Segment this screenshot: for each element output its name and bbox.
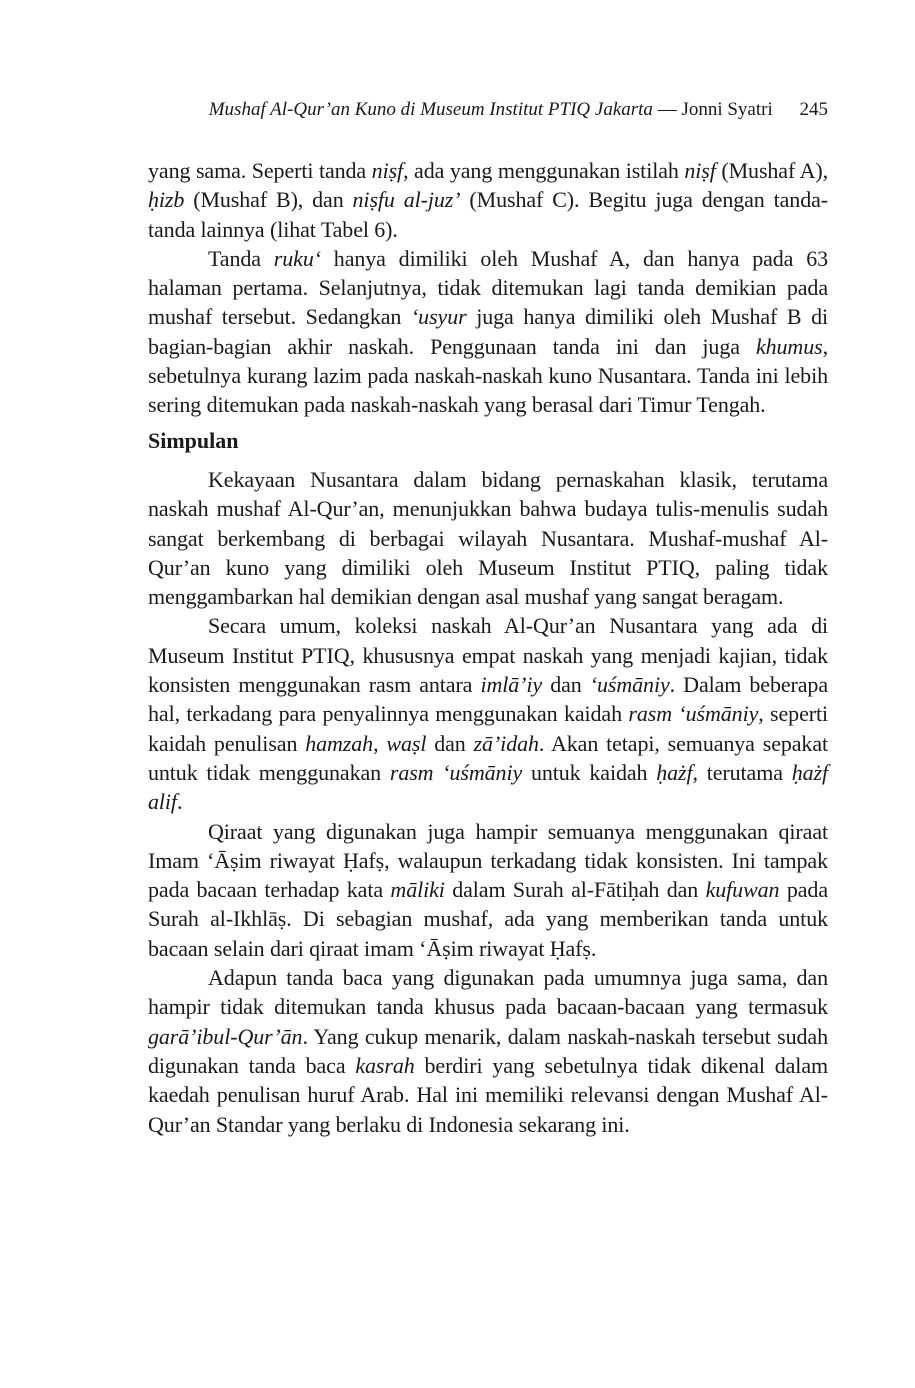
running-head: [148, 96, 828, 124]
body-text: [148, 156, 828, 1139]
paragraph-5: Qiraat yang digunakan juga hampir semuanya menggunakan qiraat Imam ‘Āṣim riwayat Ḥafṣ, walaupun terkadang tidak konsisten. Ini tampak pada bacaan terhadap kata māliki dalam Surah al-Fātiḥah dan kufuwan pada Surah al-Ikhlāṣ. Di sebagian mushaf, ada yang memberikan tanda untuk bacaan selain dari qiraat imam ‘Āṣim riwayat Ḥafṣ.: [148, 818, 828, 961]
paragraph-1: yang sama. Seperti tanda niṣf, ada yang menggunakan istilah niṣf (Mushaf A), ḥizb (Mushaf B), dan niṣfu al-juz’ (Mushaf C). Begitu juga dengan tanda-tanda lainnya (lihat Tabel 6).: [148, 158, 828, 242]
page-number: 245: [799, 99, 828, 120]
paragraph-2: Tanda ruku‘ hanya dimiliki oleh Mushaf A, dan hanya pada 63 halaman pertama. Selanjutnya, tidak ditemukan lagi tanda demikian pada mushaf tersebut. Sedangkan ‘usyur juga hanya dimiliki oleh Mushaf B di bagian-bagian akhir naskah. Penggunaan tanda ini dan juga khumus, sebetulnya kurang lazim pada naskah-naskah kuno Nusantara. Tanda ini lebih sering ditemukan pada naskah-naskah yang berasal dari Timur Tengah.: [148, 245, 828, 418]
running-head-title: Mushaf Al-Qur’an Kuno di Museum Institut PTIQ Jakarta: [208, 99, 653, 120]
paragraph-6: Adapun tanda baca yang digunakan pada umumnya juga sama, dan hampir tidak ditemukan tanda khusus pada bacaan-bacaan yang termasuk garā’ibul-Qur’ān. Yang cukup menarik, dalam naskah-naskah tersebut sudah digunakan tanda baca kasrah berdiri yang sebetulnya tidak dikenal dalam kaedah penulisan huruf Arab. Hal ini memiliki relevansi dengan Mushaf Al-Qur’an Standar yang berlaku di Indonesia sekarang ini.: [148, 965, 828, 1137]
section-heading: Simpulan: [148, 427, 239, 453]
paragraph-3: Kekayaan Nusantara dalam bidang pernaskahan klasik, terutama naskah mushaf Al-Qur’an, menunjukkan bahwa budaya tulis-menulis sudah sangat berkembang di berbagai wilayah Nusantara. Mushaf-mushaf Al-Qur’an kuno yang dimiliki oleh Museum Institut PTIQ, paling tidak menggambarkan hal demikian dengan asal mushaf yang sangat beragam.: [148, 466, 828, 610]
running-head-author: — Jonni Syatri: [657, 99, 773, 120]
paragraph-4: Secara umum, koleksi naskah Al-Qur’an Nusantara yang ada di Museum Institut PTIQ, khususnya empat naskah yang menjadi kajian, tidak konsisten menggunakan rasm antara imlā’iy dan ‘uśmāniy. Dalam beberapa hal, terkadang para penyalinnya menggunakan kaidah rasm ‘uśmāniy, seperti kaidah penulisan hamzah, waṣl dan zā’idah. Akan tetapi, semuanya sepakat untuk tidak menggunakan rasm ‘uśmāniy untuk kaidah ḥażf, terutama ḥażf alif.: [148, 613, 828, 815]
